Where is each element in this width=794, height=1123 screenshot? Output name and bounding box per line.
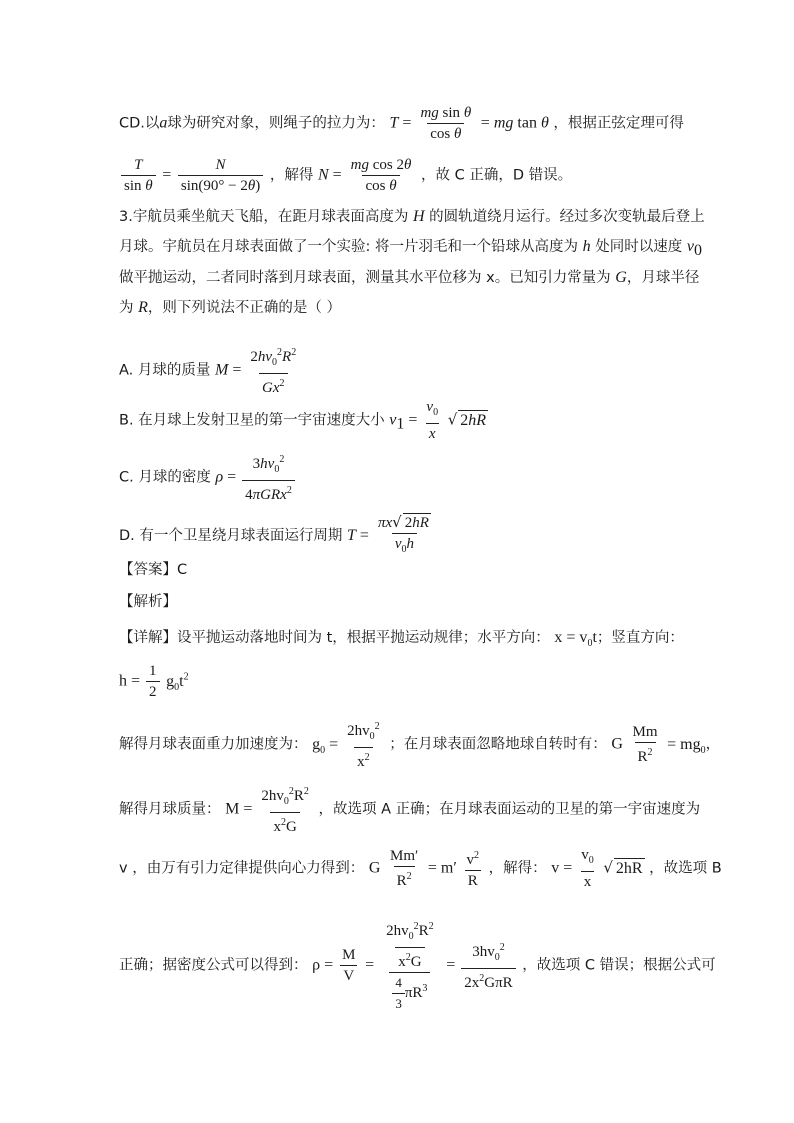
question-line-1: 3.宇航员乘坐航天飞船，在距月球表面高度为 H 的圆轨道绕月运行。经过多次变轨最后登上 bbox=[119, 208, 705, 225]
question-line-2: 月球。宇航员在月球表面做了一个实验: 将一片羽毛和一个铅球从高度为 h 处同时以速度 $v_0$ bbox=[119, 238, 702, 259]
first-cosmic-velocity-eq: v = $\frac{v_0}{x}$ √ 2hR bbox=[551, 847, 643, 890]
option-b-label: B. 在月球上发射卫星的第一宇宙速度大小 bbox=[119, 412, 385, 429]
detail-line-3: 解得月球表面重力加速度为： $g_0$ = $\frac{2hv_0^2}{x^2}$ ；在月球表面忽略地球自转时有： G $\frac{Mm}{R^2}$ = $mg_0$， bbox=[119, 718, 720, 771]
option-a bbox=[119, 344, 301, 397]
sine-law-formula: $\frac{T}{\text{sin θ}}$ = $\frac{N}{\sin(90^\circ - 2\theta)}$ bbox=[119, 156, 265, 195]
cd-line-2 bbox=[119, 156, 572, 195]
cd-ball-var: a bbox=[159, 114, 168, 132]
cd-line-1 bbox=[119, 104, 684, 143]
detail-line-5: v ，由万有引力定律提供向心力得到： G $\frac{Mm'}{R^2}$ = m′ $\frac{v^2}{R}$ ，解得： v = $\frac{v_0}{x}$ √ 2hR ，故选项 B bbox=[119, 847, 722, 890]
detail-line-4: 解得月球质量： M = $\frac{2hv_0^2R^2}{x^2G}$ ，故选项 A 正确；在月球表面运动的卫星的第一宇宙速度为 bbox=[119, 783, 700, 836]
normal-force-formula: N = $\frac{\text{mg cos 2θ}}{\text{cos θ}}$ bbox=[317, 157, 412, 194]
option-d-label: D. 有一个卫星绕月球表面运行周期 bbox=[119, 528, 343, 544]
detail-line-6: 正确；据密度公式可以得到： ρ = $\frac{M}{V}$ = $\frac{2hv_0^2R^2}{x^2G}$ $\frac{4}{3}$ $\pi R^3$ = $\frac{3hv_0^2}{2x^2G\pi R}$ ，故选项 C 错误；根据公式可 bbox=[119, 918, 716, 1013]
detail-line-2 bbox=[119, 662, 189, 701]
cd-mid: 球为研究对象，则绳子的拉力为： bbox=[167, 115, 385, 132]
tension-formula: T = $\frac{\text{mg sin θ}}{\text{cos θ}}$ = mg tan θ bbox=[389, 105, 549, 142]
centripetal-eq: G $\frac{Mm'}{R^2}$ = m′ $\frac{v^2}{R}$ bbox=[368, 848, 479, 889]
option-b bbox=[119, 398, 488, 443]
option-a-label: A. 月球的质量 bbox=[119, 362, 211, 379]
option-d bbox=[119, 513, 436, 559]
cd-suffix-2: ，故 C 正确，D 错误。 bbox=[420, 167, 573, 184]
option-d-formula: T = $\frac{\pi x√ 2hR}{v_0h}$ bbox=[347, 513, 436, 559]
option-c-formula: ρ = $\frac{3hv_0^2}{4\pi GRx^2}$ bbox=[215, 451, 296, 504]
cd-prefix: CD.以 bbox=[119, 115, 160, 132]
option-b-formula: $v_1$ = $\frac{v_0}{x}$ √ 2hR bbox=[389, 399, 487, 442]
answer-value: C bbox=[177, 562, 188, 578]
moon-mass-eq: M = $\frac{2hv_0^2R^2}{x^2G}$ bbox=[225, 786, 309, 835]
analysis-line bbox=[119, 592, 177, 612]
cd-suffix: ，根据正弦定理可得 bbox=[553, 115, 684, 132]
vertical-eq: h = $\frac{1}{2}$ $g_0t^2$ bbox=[119, 663, 189, 700]
detail-tag: 【详解】 bbox=[119, 630, 177, 646]
answer-tag: 【答案】 bbox=[119, 562, 177, 578]
option-c bbox=[119, 451, 297, 504]
answer-line bbox=[119, 560, 187, 580]
horizontal-eq: $x = v_0t$ bbox=[554, 629, 597, 650]
density-eq: ρ = $\frac{M}{V}$ = $\frac{2hv_0^2R^2}{x^2G}$ $\frac{4}{3}$ $\pi R^3$ = $\frac{3hv_0^2}{2x^2G\pi R}$ bbox=[312, 918, 518, 1013]
question-line-3: 做平抛运动，二者同时落到月球表面，测量其水平位移为 x。已知引力常量为 G，月球半径 bbox=[119, 269, 700, 286]
option-c-label: C. 月球的密度 bbox=[119, 469, 211, 486]
cd-mid-2: ，解得 bbox=[269, 167, 314, 184]
analysis-tag: 【解析】 bbox=[119, 594, 177, 610]
option-a-formula: M = $\frac{2hv_0^2R^2}{Gx^2}$ bbox=[215, 347, 297, 396]
gravity-accel-eq: $g_0$ = $\frac{2hv_0^2}{x^2}$ bbox=[312, 721, 380, 770]
gravity-eq: G $\frac{Mm}{R^2}$ = $mg_0$ bbox=[611, 724, 706, 765]
detail-line-1: 【详解】设平抛运动落地时间为 t，根据平抛运动规律；水平方向： $x = v_0t$；竖直方向： bbox=[119, 629, 684, 650]
question-line-4: 为 R，则下列说法不正确的是（ ） bbox=[119, 299, 341, 316]
